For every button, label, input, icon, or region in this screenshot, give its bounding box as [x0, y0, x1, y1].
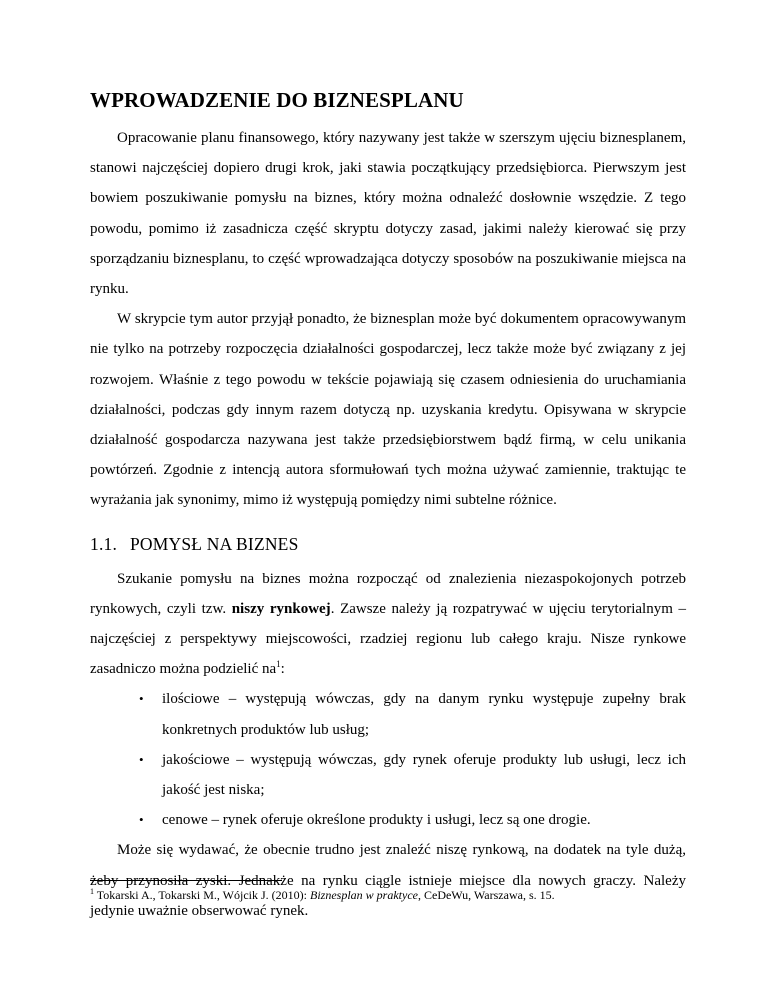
footnote	[90, 887, 686, 903]
niche-types-list	[90, 684, 686, 835]
list-item-text: cenowe – rynek oferuje określone produkty i usługi, lecz są one drogie.	[162, 812, 591, 829]
section-paragraph-2: Może się wydawać, że obecnie trudno jest znaleźć niszę rynkową, na dodatek na tyle dużą, żeby przynosiła zyski. Jednakże na rynku ciągle istnieje miejsce dla nowych graczy. Należy jedynie uważnie obserwować rynek.	[90, 842, 686, 919]
bullet-icon: •	[139, 691, 144, 707]
document-page	[90, 88, 686, 926]
section-heading	[90, 532, 686, 556]
bullet-icon: •	[139, 751, 144, 767]
footnote-source-title: Biznesplan w praktyce	[310, 888, 418, 902]
paragraph-text: Szukanie pomysłu na biznes można rozpocząć od znalezienia niezaspokojonych potrzeb rynkowych, czyli tzw.	[90, 570, 686, 617]
footnote-divider	[90, 880, 282, 881]
list-item-text: jakościowe – występują wówczas, gdy rynek oferuje produkty lub usługi, lecz ich jakość jest niska;	[162, 751, 686, 799]
footnote-source-details: , CeDeWu, Warszawa, s. 15.	[417, 888, 555, 902]
intro-paragraph-2: W skrypcie tym autor przyjął ponadto, że biznesplan może być dokumentem opracowywanym nie tylko na potrzeby rozpoczęcia działalności gospodarczej, lecz także może być związany z jej rozwojem. Właśnie z tego powodu w tekście pojawiają się czasem odniesienia do uruchamiania działalności, podczas gdy innym razem dotyczą np. uzyskania kredytu. Opisywana w skrypcie działalność gospodarcza nazywana jest także przedsiębiorstwem bądź firmą, w celu unikania powtórzeń. Zgodnie z intencją autora sformułowań tych można używać zamiennie, traktując te wyrażania jak synonimy, mimo iż występują pomiędzy nimi subtelne różnice.	[90, 311, 686, 509]
intro-paragraph-1: Opracowanie planu finansowego, który nazywany jest także w szerszym ujęciu biznesplanem, stanowi najczęściej dopiero drugi krok, jaki stawia początkujący przedsiębiorca. Pierwszym jest bowiem poszukiwanie pomysłu na biznes, który można odnaleźć dosłownie wszędzie. Z tego powodu, pomimo iż zasadnicza część skryptu dotyczy zasad, jakimi należy kierować się przy sporządzaniu biznesplanu, to część wprowadzająca dotyczy sposobów na poszukiwanie miejsca na rynku.	[90, 130, 686, 298]
footnote-reference: 1	[276, 659, 281, 670]
section-paragraph-1	[90, 564, 686, 685]
section-title: POMYSŁ NA BIZNES	[130, 533, 299, 554]
list-item	[139, 805, 686, 835]
list-item-text: ilościowe – występują wówczas, gdy na danym rynku występuje zupełny brak konkretnych produktów lub usług;	[162, 691, 686, 738]
section-number: 1.1.	[90, 533, 118, 554]
page-title: WPROWADZENIE DO BIZNESPLANU	[90, 88, 464, 112]
list-item	[139, 745, 686, 805]
list-item	[139, 684, 686, 744]
paragraph-text: . Zawsze należy ją rozpatrywać w ujęciu terytorialnym – najczęściej z perspektywy miejscowości, rzadziej regionu lub całego kraju. Nisze rynkowe zasadniczo można podzielić na	[90, 600, 686, 678]
bullet-icon: •	[139, 812, 144, 828]
footnote-authors: Tokarski A., Tokarski M., Wójcik J. (2010):	[96, 888, 310, 902]
paragraph-text: :	[280, 661, 285, 678]
footnote-number: 1	[90, 887, 94, 896]
bold-term: niszy rynkowej	[231, 600, 331, 617]
